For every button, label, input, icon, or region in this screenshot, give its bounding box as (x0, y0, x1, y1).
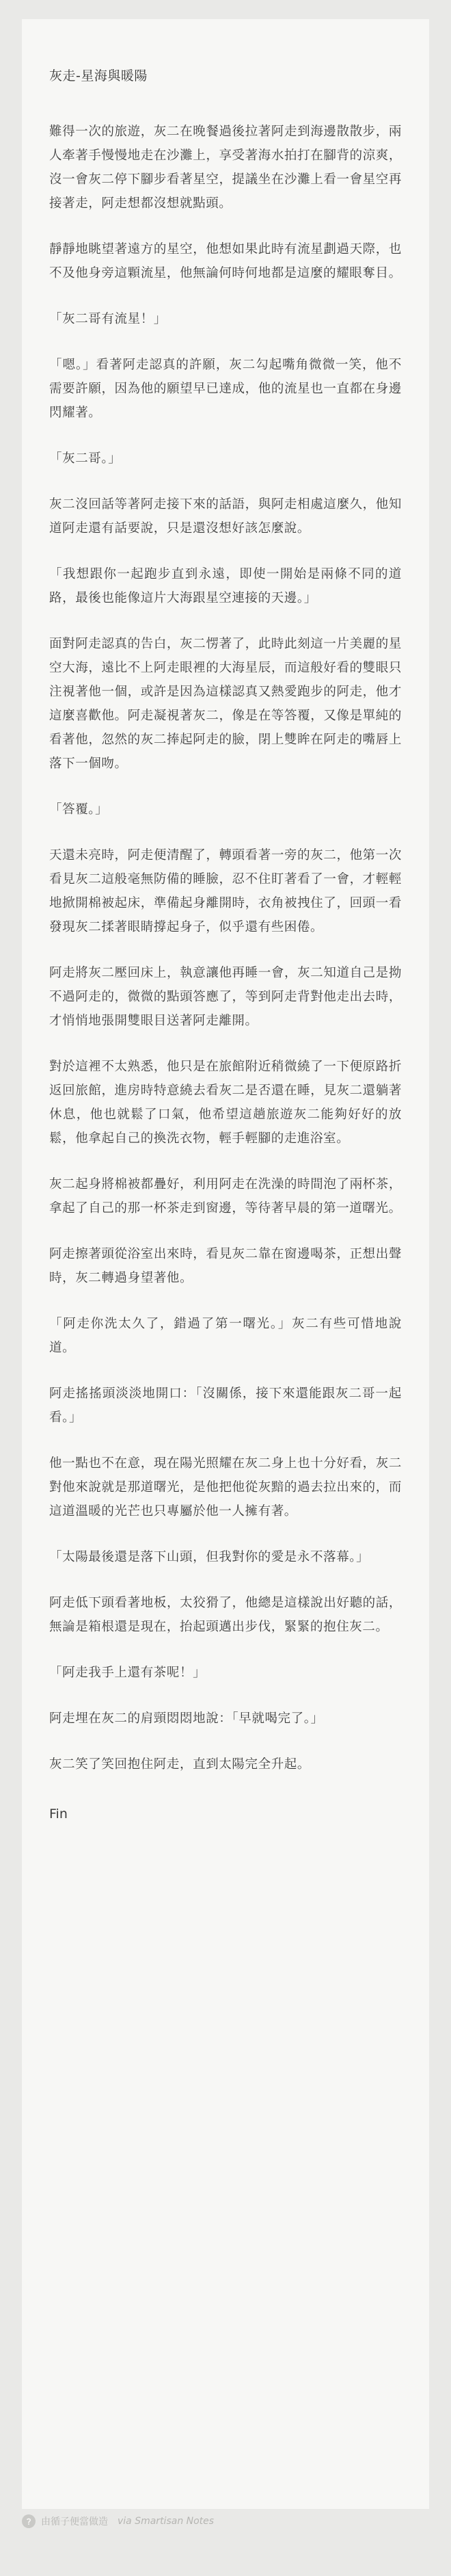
note-paragraph: 面對阿走認真的告白，灰二愣著了，此時此刻這一片美麗的星空大海，遠比不上阿走眼裡的大海星辰，而這般好看的雙眼只注視著他一個，或許是因為這樣認真又熱愛跑步的阿走，他才這麼喜歡他。阿走凝視著灰二，像是在等答覆，又像是單純的看著他，忽然的灰二捧起阿走的臉，閉上雙眸在阿走的嘴唇上落下一個吻。 (49, 637, 402, 771)
note-paragraph: 他一點也不在意，現在陽光照耀在灰二身上也十分好看，灰二對他來說就是那道曙光，是他把他從灰黯的過去拉出來的，而這道溫暖的光芒也只專屬於他一人擁有著。 (49, 1456, 402, 1519)
note-paragraph: 阿走低下頭看著地板，太狡猾了，他總是這樣說出好聽的話，無論是箱根還是現在，抬起頭邁出步伐，緊緊的抱住灰二。 (49, 1596, 402, 1634)
note-paragraph: 難得一次的旅遊，灰二在晚餐過後拉著阿走到海邊散散步，兩人牽著手慢慢地走在沙灘上，享受著海水拍打在腳背的涼爽，沒一會灰二停下腳步看著星空，提議坐在沙灘上看一會星空再接著走，阿走想都沒想就點頭。 (49, 124, 402, 211)
note-paragraph: 「阿走你洗太久了，錯過了第一曙光。」灰二有些可惜地說道。 (49, 1317, 402, 1355)
note-paragraph: 靜靜地眺望著遠方的星空，他想如果此時有流星劃過天際，也不及他身旁這顆流星，他無論何時何地都是這麼的耀眼奪目。 (49, 242, 402, 280)
note-body (49, 120, 402, 1776)
note-paragraph: 「灰二哥有流星！」 (49, 312, 167, 326)
footer (22, 2514, 214, 2528)
note-paragraph: 「灰二哥。」 (49, 451, 122, 466)
note-paragraph: 阿走埋在灰二的肩頸悶悶地說：「早就喝完了。」 (49, 1711, 324, 1726)
note-paragraph: 天還未亮時，阿走便清醒了，轉頭看著一旁的灰二，他第一次看見灰二這般毫無防備的睡臉，忍不住盯著看了一會，才輕輕地掀開棉被起床，準備起身離開時，衣角被拽住了，回頭一看發現灰二揉著眼睛撐起身子，似乎還有些困倦。 (49, 848, 402, 934)
footer-via-app: via Smartisan Notes (118, 2516, 215, 2527)
note-paragraph: 對於這裡不太熟悉，他只是在旅館附近稍微繞了一下便原路折返回旅館，進房時特意繞去看灰二是否還在睡，見灰二還躺著休息，他也就鬆了口氣，他希望這趟旅遊灰二能夠好好的放鬆，他拿起自己的換洗衣物，輕手輕腳的走進浴室。 (49, 1060, 402, 1146)
note-paragraph: 「阿走我手上還有茶呢！」 (49, 1666, 206, 1680)
footer-author: 由循子便當做造 (41, 2516, 108, 2527)
note-paragraph: 阿走將灰二壓回床上，執意讓他再睡一會，灰二知道自己是拗不過阿走的，微微的點頭答應了，等到阿走背對他走出去時，才悄悄地張開雙眼目送著阿走離開。 (49, 966, 402, 1028)
note-card (22, 19, 429, 2509)
note-paragraph: 灰二起身將棉被都疊好，利用阿走在洗澡的時間泡了兩杯茶，拿起了自己的那一杯茶走到窗邊，等待著早晨的第一道曙光。 (49, 1177, 402, 1215)
note-paragraph: 灰二笑了笑回抱住阿走，直到太陽完全升起。 (49, 1757, 311, 1772)
note-paragraph: 阿走擦著頭從浴室出來時，看見灰二靠在窗邊喝茶，正想出聲時，灰二轉過身望著他。 (49, 1247, 402, 1285)
note-paragraph: 「嗯。」看著阿走認真的許願，灰二勾起嘴角微微一笑，他不需要許願，因為他的願望早已達成，他的流星也一直都在身邊閃耀著。 (49, 358, 402, 420)
note-paragraph: 灰二沒回話等著阿走接下來的話語，與阿走相處這麼久，他知道阿走還有話要說，只是還沒想好該怎麼說。 (49, 497, 402, 536)
note-paragraph: 「我想跟你一起跑步直到永遠，即使一開始是兩條不同的道路，最後也能像這片大海跟星空連接的天邊。」 (49, 567, 402, 605)
note-paragraph: 「太陽最後還是落下山頭，但我對你的愛是永不落幕。」 (49, 1550, 370, 1564)
note-ending: Fin (49, 1806, 68, 1822)
note-paragraph: 「答覆。」 (49, 802, 109, 817)
note-title: 灰走-星海與暖陽 (49, 68, 148, 83)
note-paragraph: 阿走搖搖頭淡淡地開口：「沒關係，接下來還能跟灰二哥一起看。」 (49, 1386, 402, 1425)
share-note-icon (22, 2514, 36, 2528)
